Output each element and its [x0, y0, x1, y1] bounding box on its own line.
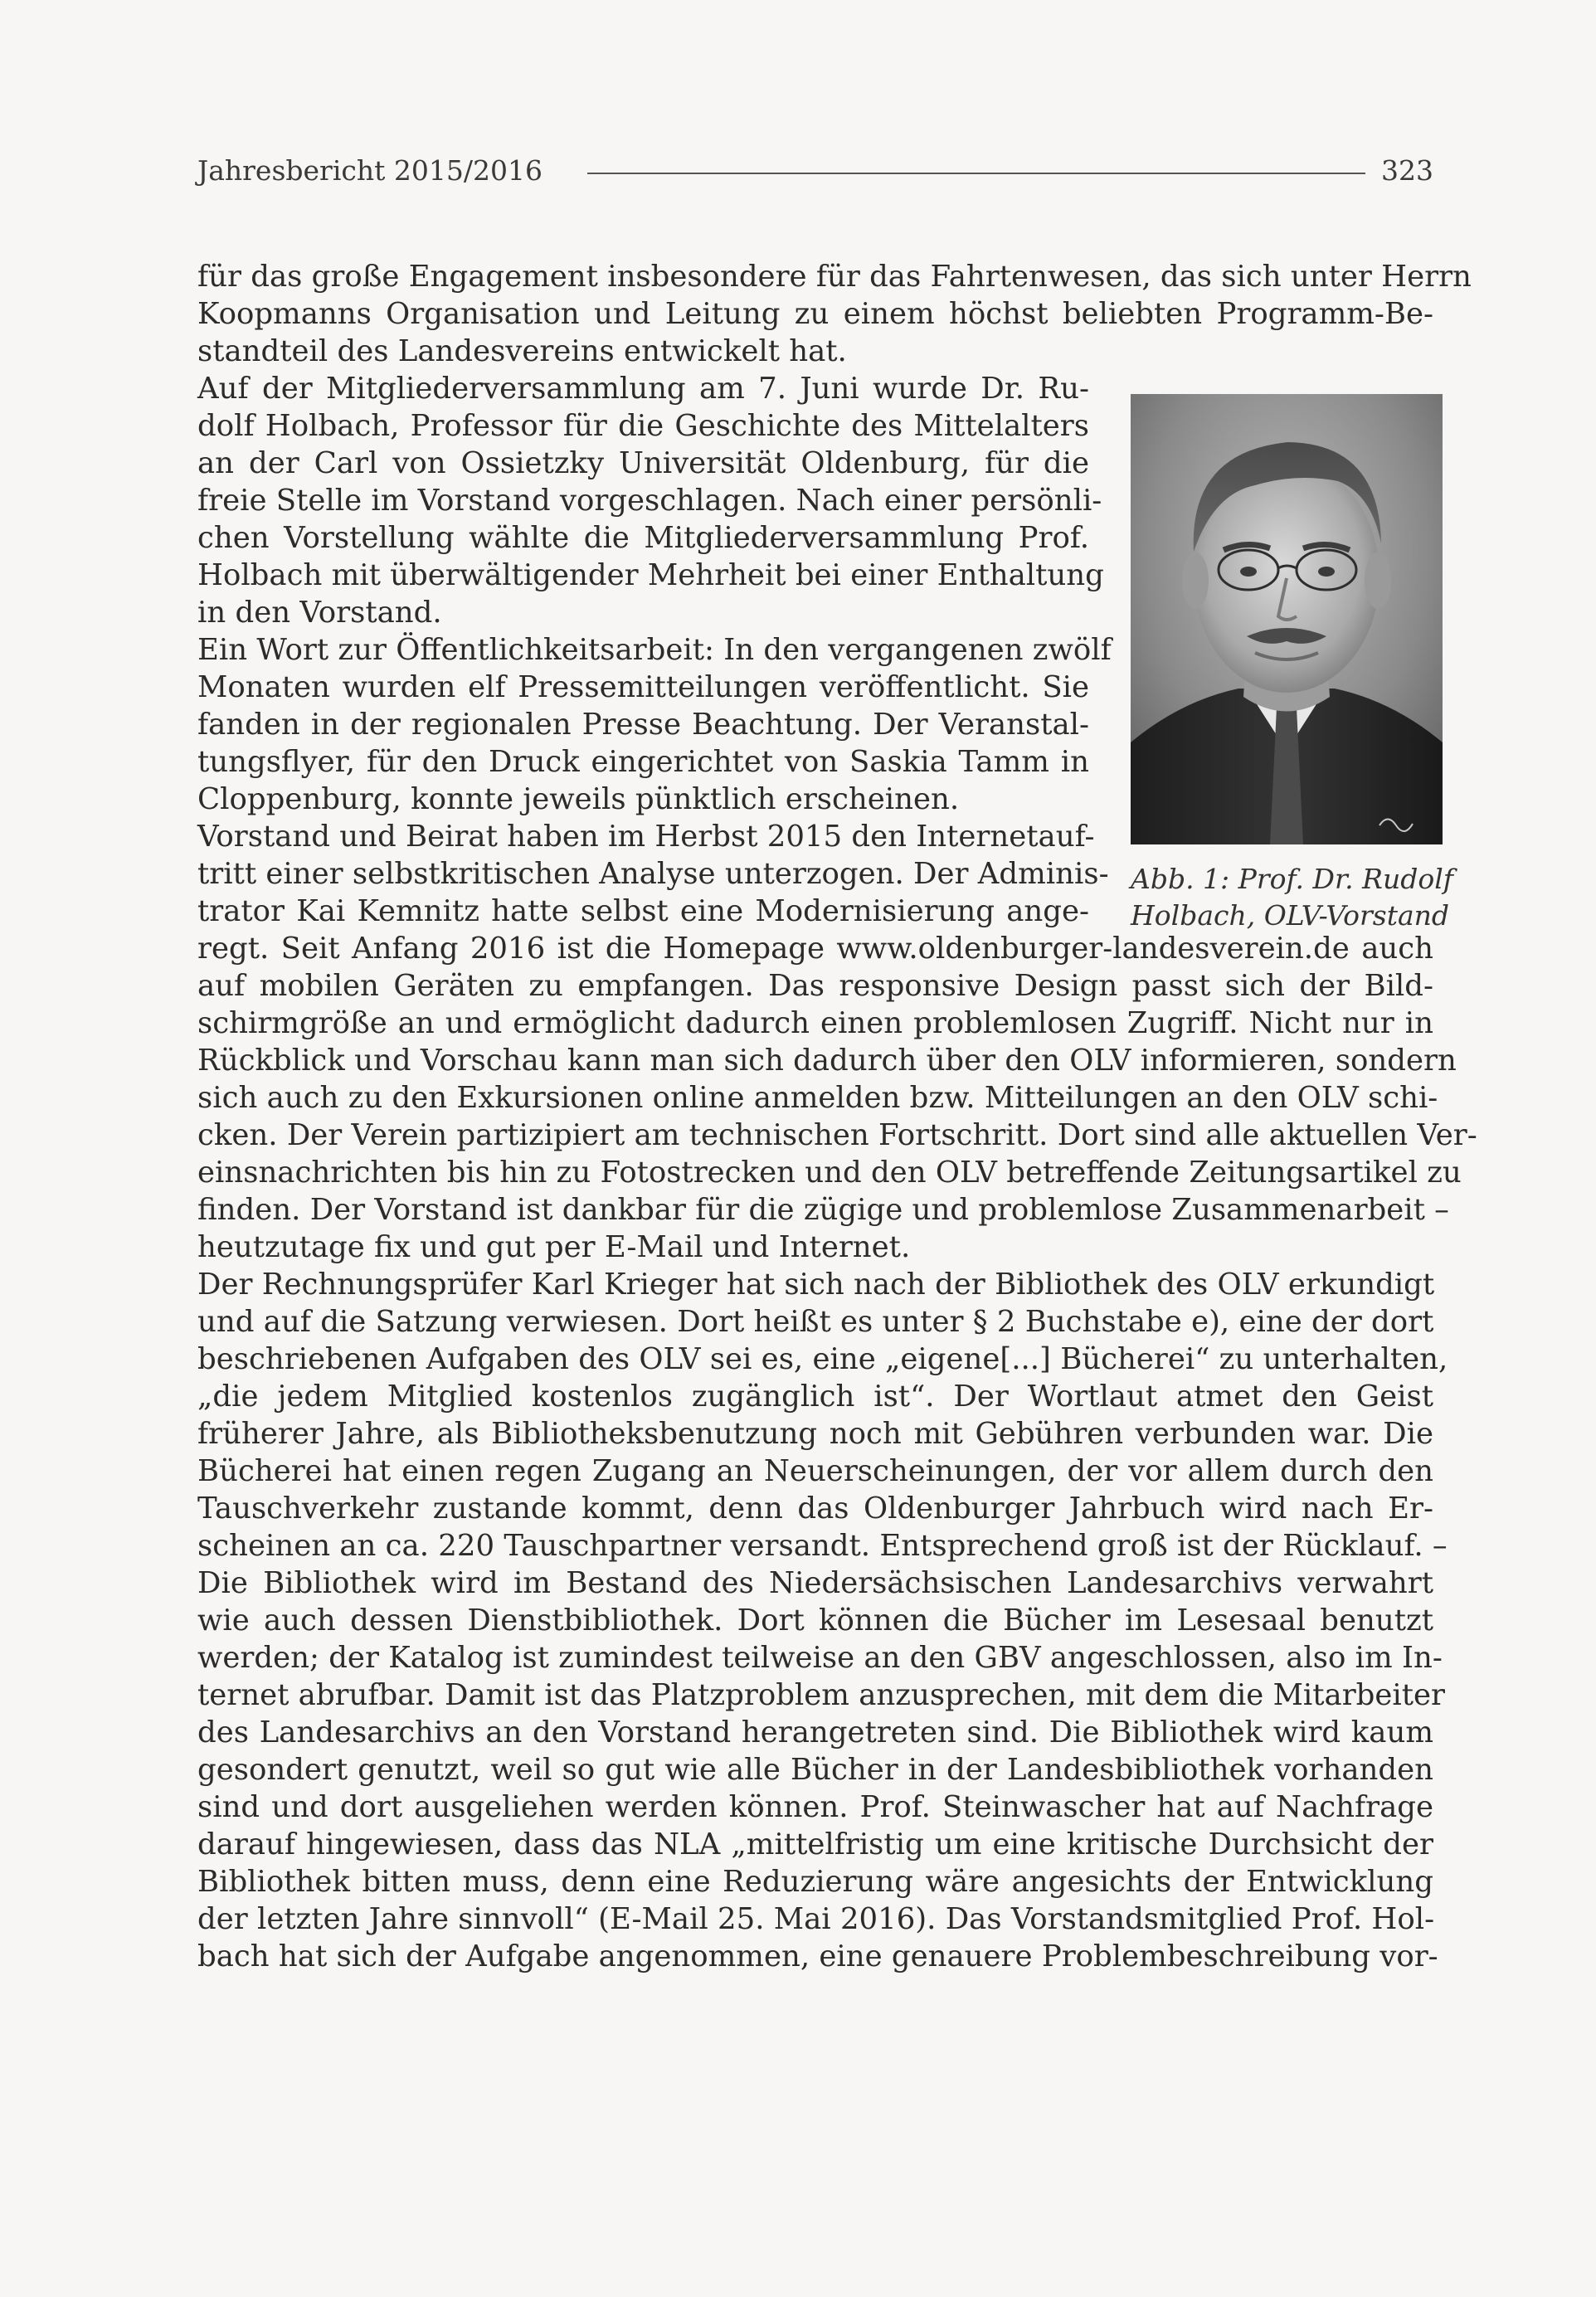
running-title: Jahresbericht 2015/2016	[197, 154, 543, 187]
text-line: wie auch dessen Dienstbibliothek. Dort können die Bücher im Lesesaal benutzt	[197, 1604, 1433, 1638]
text-line: gesondert genutzt, weil so gut wie alle Bücher in der Landesbibliothek vorhanden	[197, 1753, 1433, 1787]
text-line: in den Vorstand.	[197, 596, 442, 630]
page-number: 323	[1381, 154, 1433, 187]
caption-line: Holbach, OLV-Vorstand	[1131, 899, 1450, 932]
paragraph-4	[197, 930, 1477, 1266]
text-line: fanden in der regionalen Presse Beachtung. Der Veranstal-	[197, 708, 1089, 742]
text-line: dolf Holbach, Professor für die Geschichte des Mittelalters	[197, 409, 1089, 443]
paragraph-3	[197, 631, 1112, 818]
paragraph-2	[197, 370, 1104, 631]
text-line: „die jedem Mitglied kostenlos zugänglich ist“. Der Wortlaut atmet den Geist	[197, 1380, 1433, 1414]
text-line: tritt einer selbstkritischen Analyse unterzogen. Der Adminis-	[197, 857, 1109, 891]
text-line: finden. Der Vorstand ist dankbar für die zügige und problemlose Zusammenarbeit –	[197, 1193, 1449, 1227]
text-line: und auf die Satzung verwiesen. Dort heißt es unter § 2 Buchstabe e), eine der dort	[197, 1305, 1434, 1339]
text-line: Koopmanns Organisation und Leitung zu einem höchst beliebten Programm-Be-	[197, 297, 1433, 331]
text-line: schirmgröße an und ermöglicht dadurch einen problemlosen Zugriff. Nicht nur in	[197, 1006, 1433, 1040]
text-line: cken. Der Verein partizipiert am technischen Fortschritt. Dort sind alle aktuellen Ver-	[197, 1118, 1477, 1152]
text-line: chen Vorstellung wählte die Mitgliederversammlung Prof.	[197, 521, 1089, 555]
text-line: scheinen an ca. 220 Tauschpartner versandt. Entsprechend groß ist der Rücklauf. –	[197, 1529, 1448, 1563]
text-line: heutzutage fix und gut per E-Mail und Internet.	[197, 1230, 911, 1264]
text-line: Der Rechnungsprüfer Karl Krieger hat sich nach der Bibliothek des OLV erkundigt	[197, 1268, 1435, 1302]
text-line: sind und dort ausgeliehen werden können. Prof. Steinwascher hat auf Nachfrage	[197, 1790, 1433, 1824]
text-line: Bücherei hat einen regen Zugang an Neuerscheinungen, der vor allem durch den	[197, 1454, 1433, 1488]
text-line: einsnachrichten bis hin zu Fotostrecken und den OLV betreffende Zeitungsartikel zu	[197, 1156, 1462, 1190]
text-line: Tauschverkehr zustande kommt, denn das Oldenburger Jahrbuch wird nach Er-	[197, 1492, 1433, 1526]
text-line: an der Carl von Ossietzky Universität Oldenburg, für die	[197, 446, 1089, 480]
text-line: freie Stelle im Vorstand vorgeschlagen. Nach einer persönli-	[197, 484, 1102, 518]
text-line: regt. Seit Anfang 2016 ist die Homepage www.oldenburger-landesverein.de auch	[197, 932, 1433, 966]
text-line: Monaten wurden elf Pressemitteilungen veröffentlicht. Sie	[197, 670, 1089, 704]
figure-caption	[1131, 861, 1453, 934]
text-line: früherer Jahre, als Bibliotheksbenutzung noch mit Gebühren verbunden war. Die	[197, 1417, 1433, 1451]
text-line: sich auch zu den Exkursionen online anmelden bzw. Mitteilungen an den OLV schi-	[197, 1081, 1438, 1115]
paragraph-4-narrow	[197, 818, 1109, 930]
running-header	[197, 149, 1433, 199]
text-line: Bibliothek bitten muss, denn eine Reduzierung wäre angesichts der Entwicklung	[197, 1865, 1433, 1899]
text-line: Rückblick und Vorschau kann man sich dadurch über den OLV informieren, sondern	[197, 1044, 1457, 1078]
header-rule	[587, 173, 1365, 174]
text-line: ternet abrufbar. Damit ist das Platzproblem anzusprechen, mit dem die Mitarbeiter	[197, 1678, 1446, 1712]
paragraph-1	[197, 258, 1472, 370]
paragraph-5	[197, 1266, 1448, 1975]
text-line: für das große Engagement insbesondere für das Fahrtenwesen, das sich unter Herrn	[197, 260, 1472, 294]
text-line: Vorstand und Beirat haben im Herbst 2015 den Internetauf-	[197, 820, 1095, 854]
text-line: trator Kai Kemnitz hatte selbst eine Modernisierung ange-	[197, 894, 1089, 928]
portrait-illustration	[1131, 394, 1443, 844]
text-line: Auf der Mitgliederversammlung am 7. Juni wurde Dr. Ru-	[197, 372, 1089, 406]
text-line: des Landesarchivs an den Vorstand herangetreten sind. Die Bibliothek wird kaum	[197, 1715, 1433, 1750]
text-line: werden; der Katalog ist zumindest teilweise an den GBV angeschlossen, also im In-	[197, 1641, 1443, 1675]
text-line: Holbach mit überwältigender Mehrheit bei einer Enthaltung	[197, 558, 1104, 592]
text-line: beschriebenen Aufgaben des OLV sei es, eine „eigene[...] Bücherei“ zu unterhalten,	[197, 1342, 1448, 1376]
text-line: standteil des Landesvereins entwickelt hat.	[197, 334, 847, 368]
text-line: der letzten Jahre sinnvoll“ (E-Mail 25. Mai 2016). Das Vorstandsmitglied Prof. Hol-	[197, 1902, 1435, 1936]
text-line: Cloppenburg, konnte jeweils pünktlich erscheinen.	[197, 782, 960, 816]
text-line: darauf hingewiesen, dass das NLA „mittelfristig um eine kritische Durchsicht der	[197, 1827, 1433, 1861]
text-line: tungsflyer, für den Druck eingerichtet von Saskia Tamm in	[197, 745, 1089, 779]
portrait-photo	[1131, 394, 1443, 844]
text-line: auf mobilen Geräten zu empfangen. Das responsive Design passt sich der Bild-	[197, 969, 1433, 1003]
text-line: Die Bibliothek wird im Bestand des Niedersächsischen Landesarchivs verwahrt	[197, 1566, 1433, 1600]
text-line: bach hat sich der Aufgabe angenommen, eine genauere Problembeschreibung vor-	[197, 1939, 1438, 1973]
text-line: Ein Wort zur Öffentlichkeitsarbeit: In den vergangenen zwölf	[197, 633, 1112, 667]
caption-line: Abb. 1: Prof. Dr. Rudolf	[1131, 863, 1453, 895]
